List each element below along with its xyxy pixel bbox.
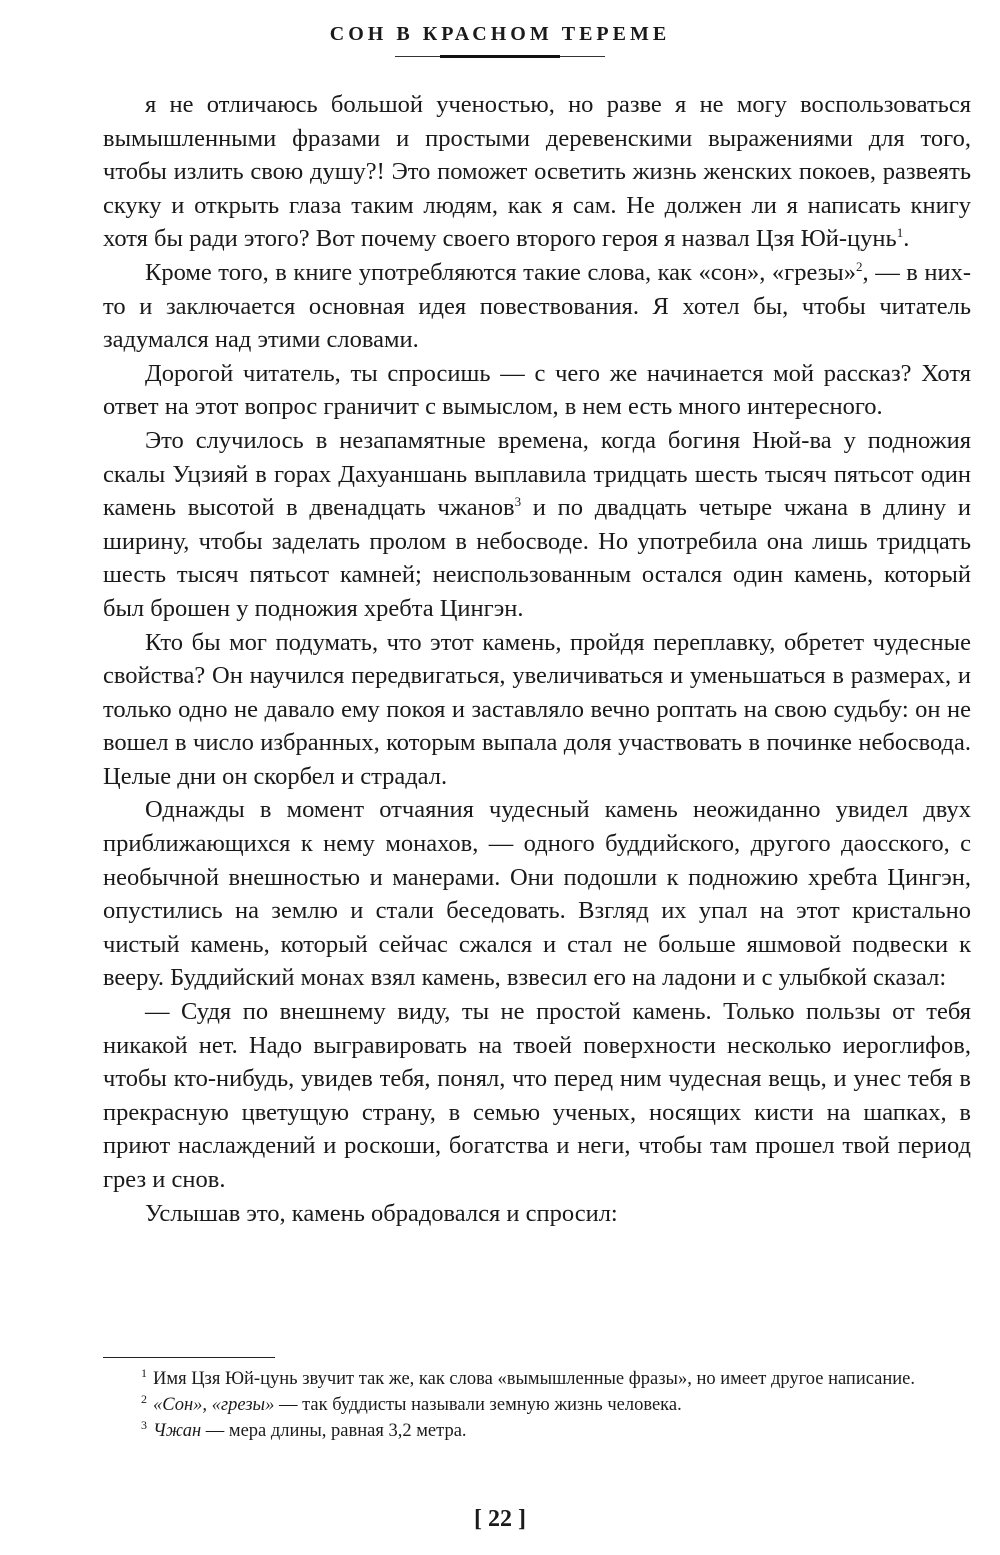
footnote-mark: 2 [141,1391,147,1406]
paragraph: Дорогой читатель, ты спросишь — с чего же начинается мой рассказ? Хотя ответ на этот вопрос граничит с вымыслом, в нем есть много интересного. [103,359,971,421]
paragraph: — Судя по внешнему виду, ты не простой камень. Только пользы от тебя никакой нет. Надо выгравировать на твоей поверхности несколько иероглифов, чтобы кто-нибудь, увидев тебя, понял, что перед ним чудесная вещь, и унес тебя в прекрасную цветущую страну, в семью ученых, носящих кисти на шапках, в приют наслаждений и роскоши, богатства и неги, чтобы там прошел твой период грез и снов. [103,998,971,1193]
footnote-mark: 3 [141,1417,147,1432]
footnote-mark: 1 [141,1365,147,1380]
footnote-ref[interactable]: 1 [896,225,904,241]
footnote-term: «Сон», «грезы» [153,1395,275,1415]
paragraph: Однажды в момент отчаяния чудесный камень неожиданно увидел двух приближающихся к нему монахов, — одного буддийского, другого даосского, с необычной внешностью и манерами. Они подошли к подножию хребта Цингэн, опустились на землю и стали беседовать. Взгляд их упал на этот кристально чистый камень, который сейчас сжался и стал не больше яшмовой подвески к вееру. Буддийский монах взял камень, взвесил его на ладони и с улыбкой сказал: [103,796,971,992]
paragraph: Кто бы мог подумать, что этот камень, пройдя переплавку, обретет чудесные свойства? Он научился передвигаться, увеличиваться и уменьшаться в размерах, и только одно не давало ему покоя и заставляло вечно роптать на свою судьбу: он не вошел в число избранных, которым выпала доля участвовать в починке небосвода. Целые дни он скорбел и страдал. [103,628,971,790]
footnote-term: Чжан [153,1421,202,1441]
footnote-rule [103,1357,275,1358]
body-text [103,88,971,1230]
paragraph: Кроме того, в книге употребляются такие слова, как «сон», «грезы»$^2$, — в них-то и заключается основная идея повествования. Я хотел бы, чтобы читатель задумался над этими словами. [103,258,971,354]
paragraph: я не отличаюсь большой ученостью, но разве я не могу воспользоваться вымышленными фразами и простыми деревенскими выражениями для того, чтобы излить свою душу?! Это поможет осветить жизнь женских покоев, развеять скуку и открыть глаза таким людям, как я сам. Не должен ли я написать книгу хотя бы ради этого? Вот почему своего второго героя я назвал Цзя Юй-цунь$^1$. [103,91,971,253]
running-title: СОН В КРАСНОМ ТЕРЕМЕ [329,23,671,45]
footnote: $^1$ Имя Цзя Юй-цунь звучит так же, как слова «вымышленные фразы», но имеет другое написание. [141,1365,916,1389]
footnote: $^3$ Чжан — мера длины, равная 3,2 метра. [141,1417,467,1441]
footnote-ref[interactable]: 2 [856,258,863,274]
page-number: [ 22 ] [474,1506,526,1532]
footnote: $^2$ «Сон», «грезы» — так буддисты называли земную жизнь человека. [141,1391,682,1415]
header-rule [395,54,605,60]
header-rule-thick [440,55,560,58]
page-header [0,20,1000,60]
paragraph: Это случилось в незапамятные времена, когда богиня Нюй-ва у подножия скалы Уцзияй в горах Дахуаншань выплавила тридцать шесть тысяч пятьсот один камень высотой в двенадцать чжанов$^3$ и по двадцать четыре чжана в длину и ширину, чтобы заделать пролом в небосводе. Но употребила она лишь тридцать шесть тысяч пятьсот камней; неиспользованным остался один камень, который был брошен у подножия хребта Цингэн. [103,426,971,622]
footnote-ref[interactable]: 3 [514,493,522,509]
footnotes [103,1366,971,1444]
paragraph: Услышав это, камень обрадовался и спросил: [145,1199,618,1227]
